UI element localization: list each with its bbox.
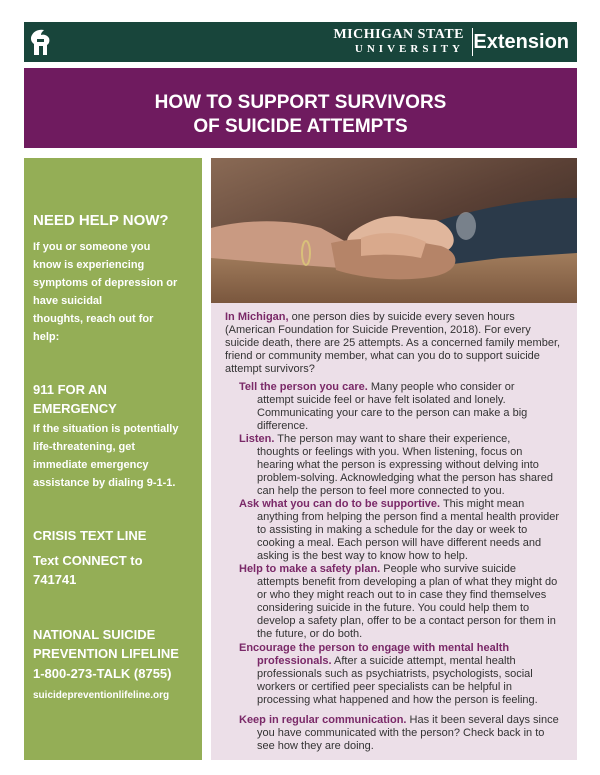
tip-6-line: you have communicated with the person? Check back in to bbox=[257, 727, 545, 739]
tip-5-text: After a suicide attempt, mental health bbox=[331, 655, 516, 667]
help-line: know is experiencing bbox=[33, 259, 145, 271]
emergency-title-line: EMERGENCY bbox=[33, 401, 117, 416]
emergency-line: assistance by dialing 9-1-1. bbox=[33, 477, 176, 489]
university-wordmark bbox=[333, 27, 464, 56]
tip-4-first bbox=[239, 563, 516, 576]
title-banner bbox=[24, 68, 577, 148]
university-name-line1: MICHIGAN STATE bbox=[333, 27, 464, 42]
help-line: thoughts, reach out for bbox=[33, 313, 154, 325]
tip-4-text: People who survive suicide bbox=[380, 563, 516, 575]
tip-4-line: the future, or do both. bbox=[257, 628, 363, 640]
spartan-helmet-icon bbox=[28, 27, 52, 57]
tip-2-text: The person may want to share their experience, bbox=[274, 433, 511, 445]
intro-line: suicide death, there are 25 attempts. As a concerned family member, bbox=[225, 337, 561, 349]
tip-5-heading: Encourage the person to engage with mental health bbox=[239, 642, 510, 654]
emergency-title bbox=[33, 380, 117, 418]
tip-6-text: Has it been several days since bbox=[406, 714, 559, 726]
emergency-line: life-threatening, get bbox=[33, 441, 136, 453]
help-line: If you or someone you bbox=[33, 241, 151, 253]
need-help-title: NEED HELP NOW? bbox=[33, 212, 169, 229]
crisis-line: Text CONNECT to bbox=[33, 553, 143, 568]
help-line: help: bbox=[33, 331, 60, 343]
intro-line: attempt survivors? bbox=[225, 363, 315, 375]
tip-3-text: This might mean bbox=[440, 498, 525, 510]
tip-1-first bbox=[239, 381, 515, 394]
tip-6-line: see how they are doing. bbox=[257, 740, 374, 752]
tip-1-text: Many people who consider or bbox=[367, 381, 515, 393]
tip-2-line: thoughts or feelings with you. When listening, focus on bbox=[257, 446, 523, 458]
emergency-line: If the situation is potentially bbox=[33, 423, 179, 435]
crisis-text-title: CRISIS TEXT LINE bbox=[33, 528, 147, 543]
crisis-text-info bbox=[33, 551, 143, 589]
main-content bbox=[211, 303, 577, 760]
tip-2-line: problem-solving. Acknowledging what the person has shared bbox=[257, 472, 553, 484]
msu-header-bar bbox=[24, 22, 577, 62]
tip-2-line: can help the person to feel more connected to you. bbox=[257, 485, 505, 497]
lifeline-url-link[interactable]: suicidepreventionlifeline.org bbox=[33, 690, 170, 701]
lifeline-phone[interactable]: 1-800-273-TALK (8755) bbox=[33, 666, 172, 681]
intro-lead: In Michigan, bbox=[225, 311, 289, 323]
university-name-line2: UNIVERSITY bbox=[354, 43, 464, 55]
intro-line: (American Foundation for Suicide Prevention, 2018). For every bbox=[225, 324, 531, 336]
emergency-text bbox=[33, 420, 178, 492]
tip-3-first bbox=[239, 498, 524, 511]
tip-5-heading-cont: professionals. bbox=[257, 655, 332, 667]
tip-1-line: Communicating your care to the person can make a big bbox=[257, 407, 528, 419]
tip-3-line: anything from helping the person find a mental health provider bbox=[257, 511, 560, 523]
help-line: have suicidal bbox=[33, 295, 103, 307]
crisis-line: 741741 bbox=[33, 572, 77, 587]
tip-2-heading: Listen. bbox=[239, 433, 275, 445]
emergency-title-line: 911 FOR AN bbox=[33, 382, 107, 397]
tip-5-line: professionals such as psychiatrists, psychologists, social bbox=[257, 668, 533, 680]
tip-6-heading: Keep in regular communication. bbox=[239, 714, 407, 726]
help-sidebar bbox=[24, 158, 202, 760]
tip-3-line: to assisting in making a schedule for the day or week to bbox=[257, 524, 528, 536]
need-help-text bbox=[33, 238, 177, 346]
tip-3-line: cooking a meal. Each person will have different needs and bbox=[257, 537, 542, 549]
lifeline-title-line: PREVENTION LIFELINE bbox=[33, 646, 179, 661]
tip-1-line: attempt suicide feel or have felt isolated and lonely. bbox=[257, 394, 506, 406]
extension-label: Extension bbox=[473, 31, 569, 53]
tip-5-line: workers or certified peer specialists can be helpful in bbox=[257, 681, 512, 693]
tip-3-heading: Ask what you can do to be supportive. bbox=[239, 498, 441, 510]
tip-4-line: or who they might reach out to in case they find themselves bbox=[257, 589, 547, 601]
tip-2-first bbox=[239, 433, 510, 446]
tip-6-first bbox=[239, 714, 559, 727]
tip-4-line: develop a safety plan, offer to be a contact person for them in bbox=[257, 615, 556, 627]
intro-first-line bbox=[225, 311, 515, 324]
tip-4-line: considering suicide in the future. You could help them to bbox=[257, 602, 530, 614]
tip-1-heading: Tell the person you care. bbox=[239, 381, 368, 393]
tip-2-line: hearing what the person is expressing without delving into bbox=[257, 459, 539, 471]
tip-3-line: asking is the best way to know how to help. bbox=[257, 550, 468, 562]
help-line: symptoms of depression or bbox=[33, 277, 178, 289]
tip-4-heading: Help to make a safety plan. bbox=[239, 563, 381, 575]
tip-1-line: difference. bbox=[257, 420, 309, 432]
intro-text: one person dies by suicide every seven hours bbox=[288, 311, 515, 323]
page-title-line2: OF SUICIDE ATTEMPTS bbox=[193, 116, 408, 137]
intro-line: friend or community member, what can you do to support suicide bbox=[225, 350, 540, 362]
lifeline-title-line: NATIONAL SUICIDE bbox=[33, 627, 156, 642]
tip-5-first bbox=[257, 655, 516, 668]
holding-hands-image bbox=[211, 158, 577, 303]
lifeline-title bbox=[33, 625, 179, 663]
page-title-line1: HOW TO SUPPORT SURVIVORS bbox=[154, 92, 447, 113]
tip-4-line: attempts benefit from developing a plan of what they might do bbox=[257, 576, 558, 588]
emergency-line: immediate emergency bbox=[33, 459, 149, 471]
holding-hands-photo bbox=[211, 158, 577, 303]
tip-5-line: processing what happened and how the person is feeling. bbox=[257, 694, 538, 706]
